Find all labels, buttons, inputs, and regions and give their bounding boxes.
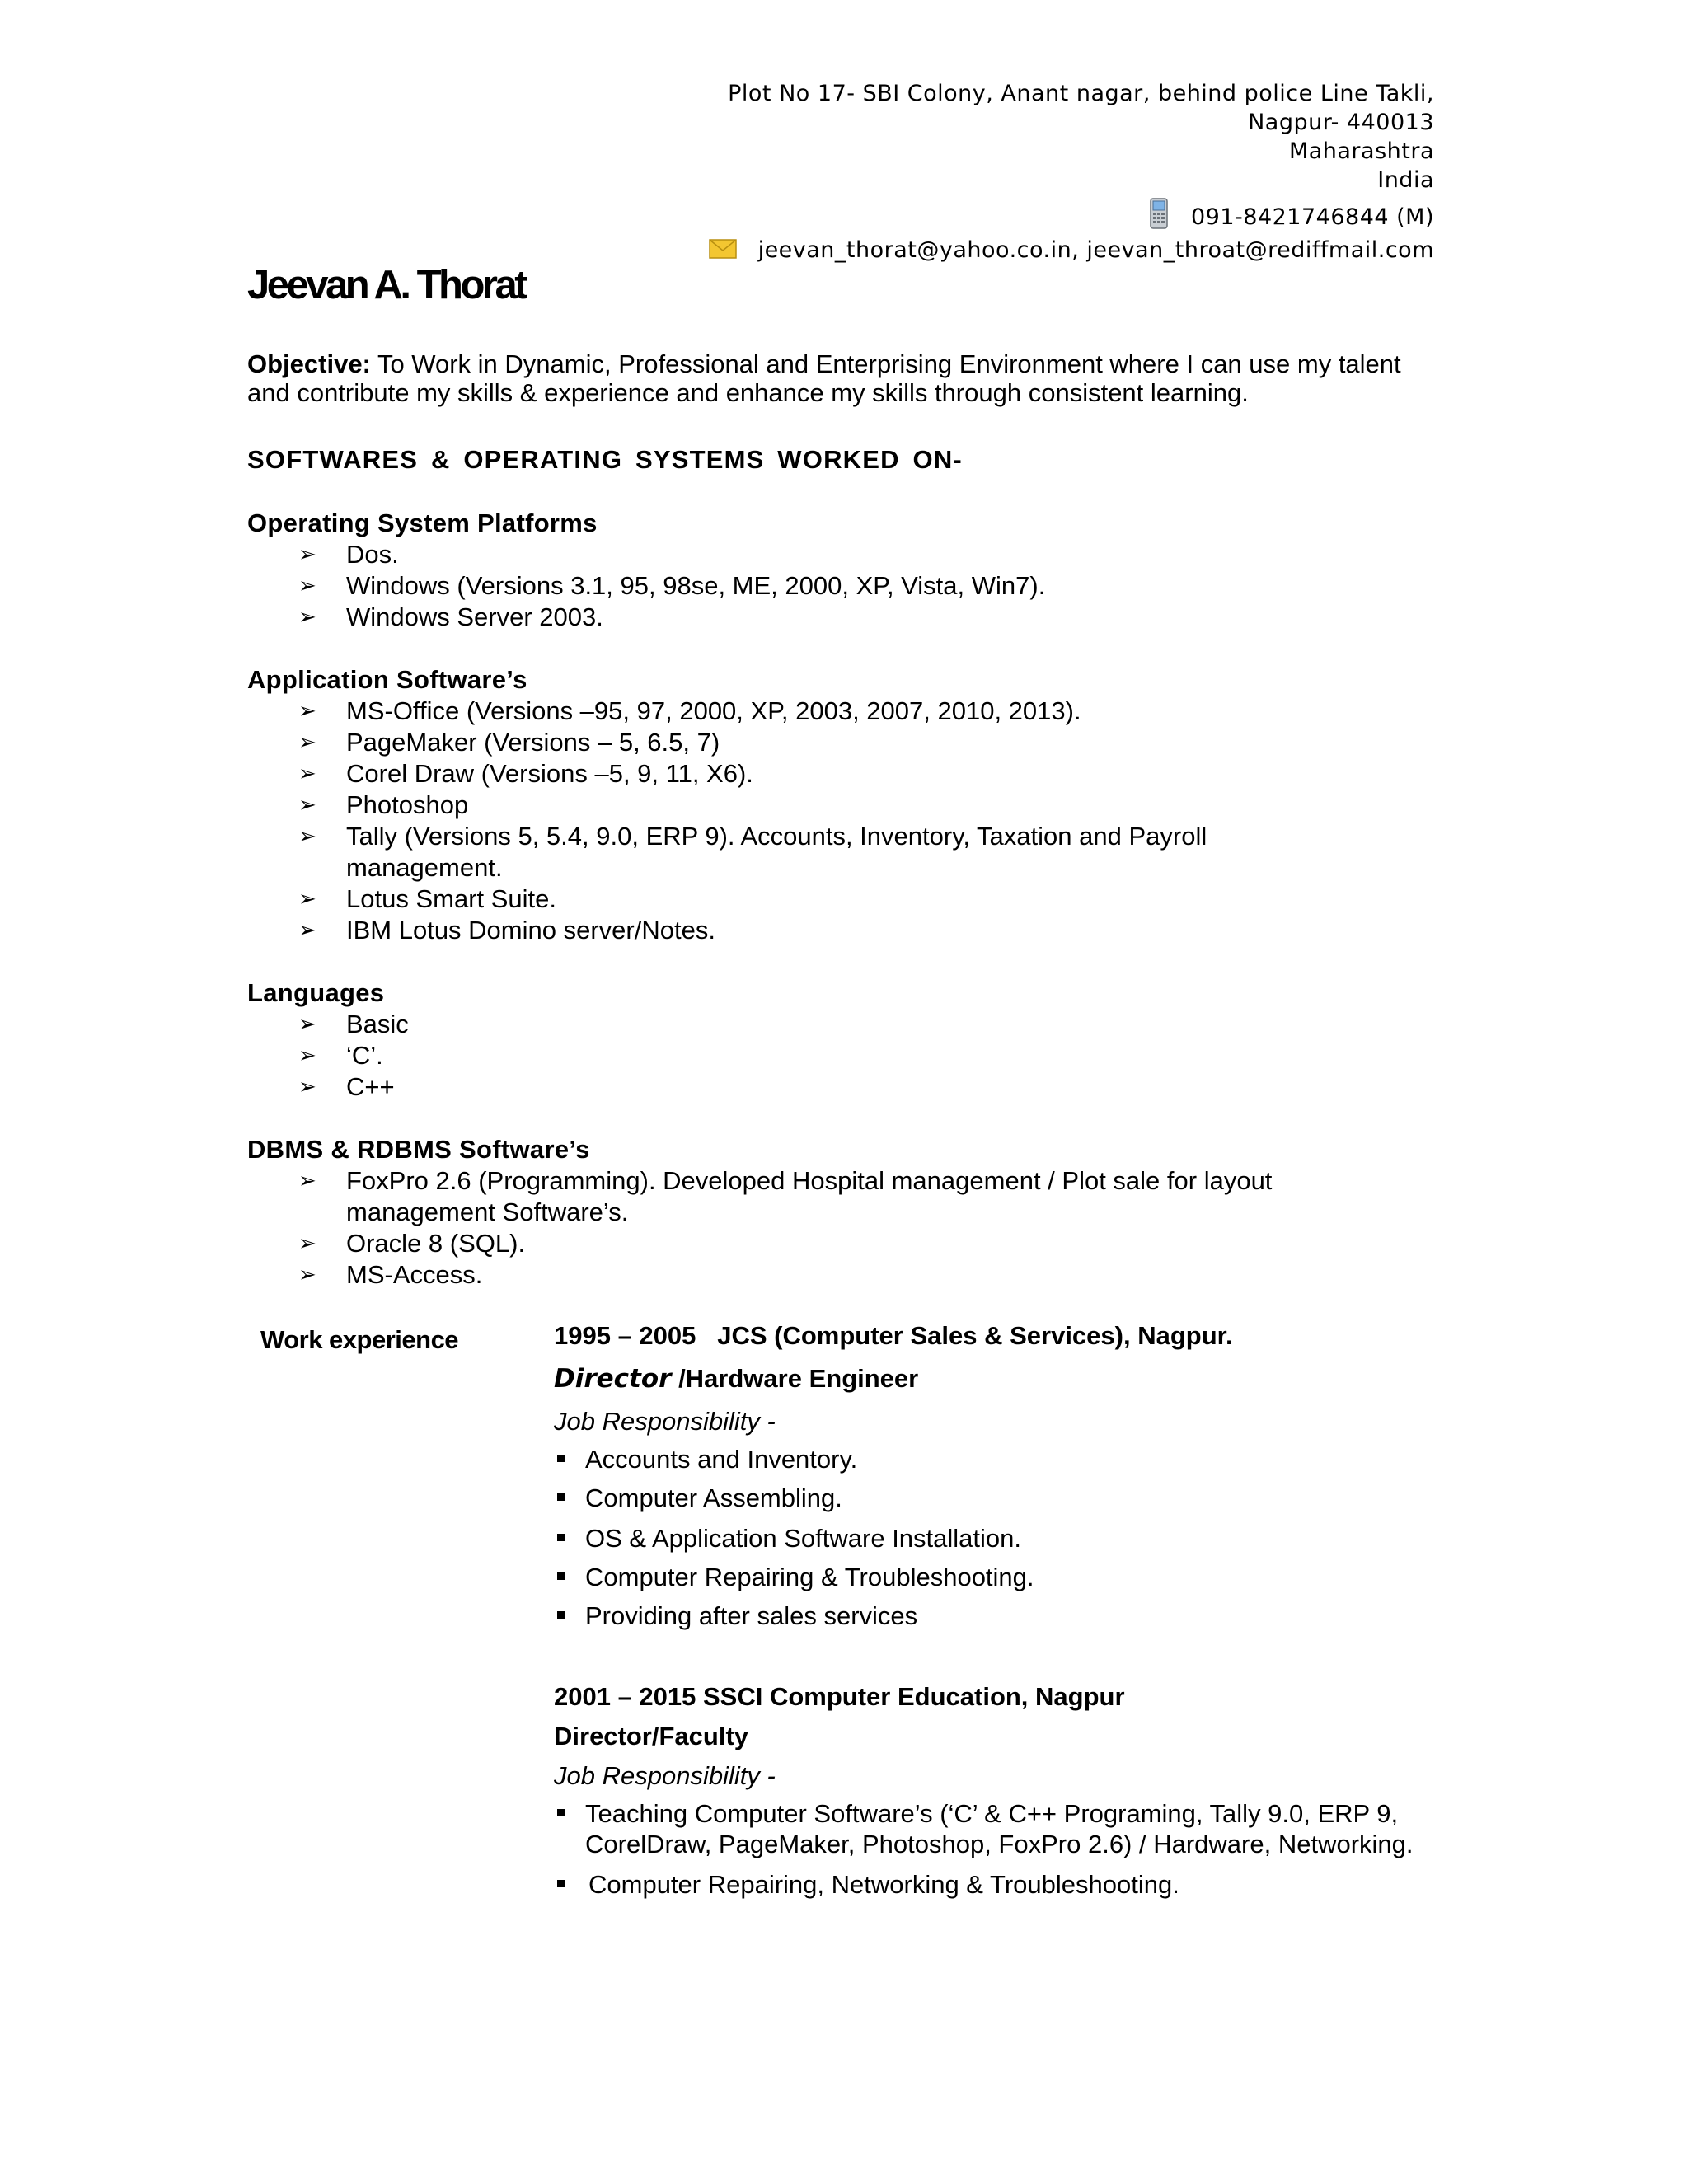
job-title: 2001 – 2015 SSCI Computer Education, Nagpur [554, 1682, 1125, 1711]
phone-number: 091-8421746844 (M) [1190, 204, 1434, 230]
list-item: ➢ C++ [298, 1072, 395, 1101]
address-line-1: Plot No 17- SBI Colony, Anant nagar, behind police Line Takli, [728, 81, 1434, 106]
address-line-2: Nagpur- 440013 [1248, 110, 1434, 135]
list-languages [247, 1009, 1442, 1103]
square-bullet-icon [557, 1809, 565, 1816]
square-bullet-icon [557, 1455, 565, 1462]
square-bullet-icon [557, 1880, 565, 1887]
objective-label: Objective: [247, 349, 371, 378]
list-dbms [247, 1165, 1442, 1291]
job-responsibility-label: Job Responsibility - [554, 1407, 776, 1436]
list-item: ➢ PageMaker (Versions – 5, 6.5, 7) [298, 728, 720, 757]
objective-text: To Work in Dynamic, Professional and Enterprising Environment where I can use my talent and contribute my skills & experience and enhance my skills through consistent learning. [247, 349, 1401, 407]
arrow-bullet-icon: ➢ [298, 1263, 316, 1287]
list-item: ➢ Lotus Smart Suite. [298, 884, 557, 913]
square-bullet-icon [557, 1611, 565, 1619]
arrow-bullet-icon: ➢ [298, 1075, 316, 1099]
arrow-bullet-icon: ➢ [298, 1169, 316, 1193]
list-item: OS & Application Software Installation. [554, 1523, 1461, 1554]
job-role: Director/Faculty [554, 1722, 749, 1750]
job-role-rest: /Hardware Engineer [671, 1364, 919, 1393]
list-item: ➢ Photoshop [298, 790, 469, 819]
arrow-bullet-icon: ➢ [298, 574, 316, 598]
list-item: Computer Repairing, Networking & Troubleshooting. [554, 1869, 1461, 1900]
job-role [554, 1363, 1461, 1394]
list-item: ➢ FoxPro 2.6 (Programming). Developed Hospital management / Plot sale for layout management Software’s. [298, 1166, 1273, 1226]
envelope-icon [709, 237, 737, 257]
section-os [247, 508, 1442, 633]
square-bullet-icon [557, 1493, 565, 1501]
objective [247, 349, 1442, 407]
list-os [247, 539, 1442, 633]
list-item: ➢ ‘C’. [298, 1041, 383, 1070]
skills-heading: SOFTWARES & OPERATING SYSTEMS WORKED ON- [247, 445, 963, 474]
section-apps [247, 664, 1442, 946]
arrow-bullet-icon: ➢ [298, 793, 316, 818]
job-entry-2 [554, 1681, 1461, 1900]
job-responsibility-label: Job Responsibility - [554, 1761, 776, 1790]
job-title: 1995 – 2005 JCS (Computer Sales & Services), Nagpur. [554, 1321, 1233, 1350]
arrow-bullet-icon: ➢ [298, 730, 316, 755]
list-item: Teaching Computer Software’s (‘C’ & C++ Programing, Tally 9.0, ERP 9, CorelDraw, PageMaker, Photoshop, FoxPro 2.6) / Hardware, Networking. [554, 1798, 1461, 1859]
arrow-bullet-icon: ➢ [298, 699, 316, 724]
address-line-3: Maharashtra [1288, 138, 1434, 164]
job-entry-1 [554, 1320, 1461, 1631]
section-title-os: Operating System Platforms [247, 509, 598, 537]
list-apps [247, 696, 1442, 946]
arrow-bullet-icon: ➢ [298, 1231, 316, 1256]
list-item: ➢ MS-Access. [298, 1260, 483, 1289]
list-item: ➢ IBM Lotus Domino server/Notes. [298, 916, 715, 944]
section-title-languages: Languages [247, 978, 385, 1007]
arrow-bullet-icon: ➢ [298, 542, 316, 567]
square-bullet-icon [557, 1572, 565, 1580]
section-title-apps: Application Software’s [247, 665, 528, 694]
list-item: Computer Assembling. [554, 1483, 1461, 1513]
candidate-name: Jeevan A. Thorat [247, 263, 526, 307]
list-item: ➢ Corel Draw (Versions –5, 9, 11, X6). [298, 759, 753, 788]
arrow-bullet-icon: ➢ [298, 1012, 316, 1037]
job-role-italic: Director [554, 1364, 672, 1394]
list-item: ➢ Windows (Versions 3.1, 95, 98se, ME, 2000, XP, Vista, Win7). [298, 571, 1046, 600]
arrow-bullet-icon: ➢ [298, 918, 316, 943]
list-item: ➢ Tally (Versions 5, 5.4, 9.0, ERP 9). Accounts, Inventory, Taxation and Payroll management. [298, 822, 1207, 882]
email-row [709, 236, 1434, 265]
list-item: ➢ MS-Office (Versions –95, 97, 2000, XP, 2003, 2007, 2010, 2013). [298, 696, 1081, 725]
arrow-bullet-icon: ➢ [298, 887, 316, 912]
arrow-bullet-icon: ➢ [298, 605, 316, 630]
job-responsibility-list [554, 1444, 1461, 1631]
arrow-bullet-icon: ➢ [298, 824, 316, 849]
job-responsibility-list [554, 1798, 1461, 1900]
list-item: Accounts and Inventory. [554, 1444, 1461, 1474]
section-languages [247, 977, 1442, 1103]
phone-row [709, 201, 1434, 232]
list-item: ➢ Oracle 8 (SQL). [298, 1229, 526, 1258]
list-item: Computer Repairing & Troubleshooting. [554, 1562, 1461, 1592]
arrow-bullet-icon: ➢ [298, 762, 316, 786]
work-experience-label: Work experience [260, 1325, 459, 1354]
list-item: ➢ Windows Server 2003. [298, 602, 603, 631]
section-title-dbms: DBMS & RDBMS Software’s [247, 1135, 590, 1164]
list-item: ➢ Dos. [298, 540, 399, 569]
square-bullet-icon [557, 1534, 565, 1541]
arrow-bullet-icon: ➢ [298, 1043, 316, 1068]
address-line-4: India [1377, 167, 1434, 193]
email-addresses[interactable]: jeevan_thorat@yahoo.co.in, jeevan_throat@rediffmail.com [757, 237, 1434, 263]
list-item: Providing after sales services [554, 1601, 1461, 1631]
mobile-phone-icon [1150, 198, 1168, 229]
section-dbms [247, 1134, 1442, 1291]
list-item: ➢ Basic [298, 1010, 409, 1038]
address-block [709, 79, 1434, 265]
